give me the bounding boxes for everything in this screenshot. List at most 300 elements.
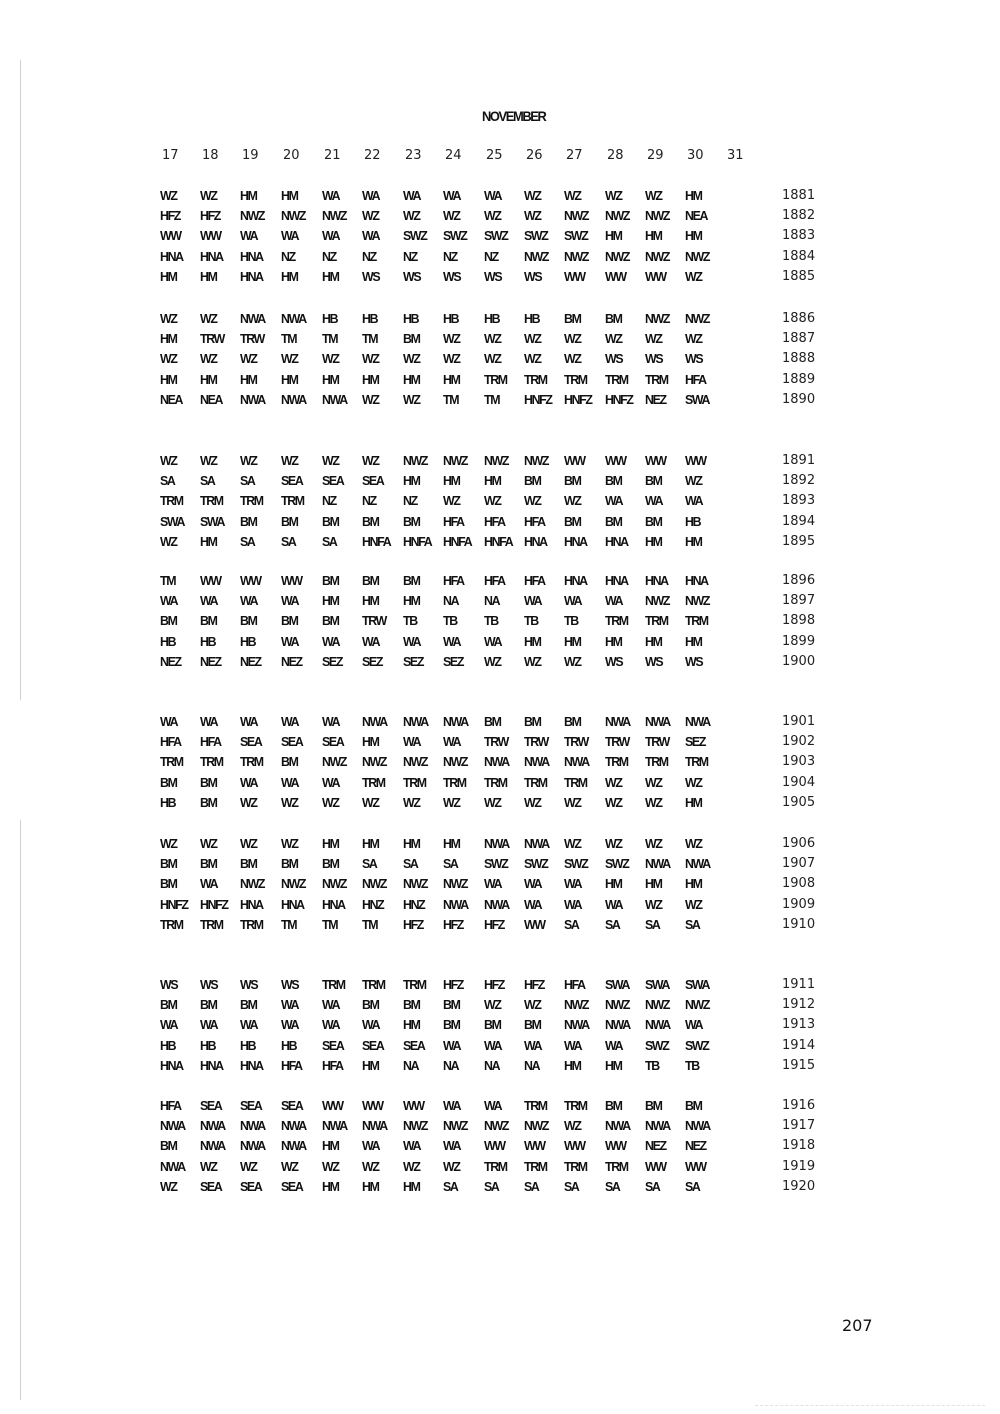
weather-code-cell: WA	[564, 876, 582, 892]
weather-code-cell: NWA	[281, 391, 306, 407]
weather-code-cell: HB	[685, 513, 701, 529]
weather-code-cell: BM	[645, 1098, 662, 1113]
weather-code-cell: TRM	[605, 1158, 628, 1174]
weather-code-cell: TRM	[645, 371, 668, 387]
weather-code-cell: BM	[200, 774, 217, 790]
weather-code-cell: TRM	[524, 1098, 547, 1113]
weather-code-cell: WW	[362, 1098, 383, 1113]
weather-code-cell: NWA	[240, 1138, 265, 1154]
weather-code-cell: WA	[645, 493, 663, 509]
weather-code-cell: WZ	[362, 391, 379, 407]
weather-code-cell: HFZ	[524, 977, 545, 992]
weather-code-cell: NZ	[281, 248, 295, 264]
year-label: 1920	[782, 1178, 816, 1194]
weather-code-cell: HNFZ	[160, 896, 188, 912]
weather-code-cell: WS	[484, 268, 502, 284]
weather-code-cell: NWA	[240, 1118, 265, 1134]
weather-code-cell: NWA	[362, 1118, 387, 1134]
weather-code-cell: WS	[685, 653, 703, 669]
year-row-1905	[0, 795, 1000, 813]
weather-code-cell: HB	[362, 311, 378, 326]
weather-code-cell: SA	[240, 533, 255, 549]
weather-code-cell: WZ	[240, 1158, 257, 1174]
weather-code-cell: WA	[362, 1138, 380, 1154]
year-label: 1916	[782, 1098, 816, 1113]
weather-code-cell: WA	[403, 734, 421, 750]
weather-code-cell: WZ	[443, 1158, 460, 1174]
weather-code-cell: HB	[322, 311, 338, 326]
weather-code-cell: WZ	[160, 453, 177, 468]
year-row-1895	[0, 534, 1000, 552]
weather-code-cell: WA	[362, 1017, 380, 1033]
year-row-1912	[0, 997, 1000, 1015]
weather-code-cell: WA	[281, 1017, 299, 1033]
weather-code-cell: NWA	[322, 1118, 347, 1134]
weather-code-cell: WZ	[605, 774, 622, 790]
weather-code-cell: WA	[200, 876, 218, 892]
weather-code-cell: TRM	[200, 916, 223, 932]
weather-code-cell: BM	[605, 311, 622, 326]
weather-code-cell: WS	[605, 653, 623, 669]
weather-code-cell: NWA	[564, 1017, 589, 1033]
year-label: 1884	[782, 248, 816, 264]
weather-code-cell: BM	[160, 856, 177, 872]
weather-code-cell: WW	[564, 268, 585, 284]
weather-code-cell: WS	[443, 268, 461, 284]
weather-code-cell: WZ	[443, 351, 460, 367]
year-row-1904	[0, 775, 1000, 793]
weather-code-cell: NEZ	[281, 653, 302, 669]
weather-code-cell: WW	[605, 268, 626, 284]
weather-code-cell: BM	[281, 754, 298, 770]
year-row-1886	[0, 311, 1000, 329]
weather-code-cell: NWZ	[443, 876, 468, 892]
weather-code-cell: BM	[160, 876, 177, 892]
weather-code-cell: HM	[403, 593, 420, 609]
weather-code-cell: TRW	[564, 734, 588, 750]
weather-code-cell: TB	[645, 1057, 659, 1073]
weather-code-cell: WW	[685, 1158, 706, 1174]
weather-code-cell: HM	[160, 371, 177, 387]
weather-code-cell: WZ	[685, 836, 702, 851]
weather-code-cell: NWA	[281, 1118, 306, 1134]
weather-code-cell: NWZ	[645, 248, 670, 264]
weather-code-cell: HM	[362, 836, 379, 851]
year-label: 1881	[782, 188, 816, 203]
weather-code-cell: WZ	[240, 836, 257, 851]
weather-code-cell: WZ	[200, 188, 217, 203]
weather-code-cell: HM	[322, 371, 339, 387]
weather-code-cell: HFZ	[200, 208, 221, 224]
weather-code-cell: WZ	[362, 1158, 379, 1174]
weather-code-cell: WZ	[484, 351, 501, 367]
weather-code-cell: WW	[240, 573, 261, 588]
year-label: 1905	[782, 794, 816, 810]
weather-code-cell: HM	[160, 331, 177, 347]
weather-code-cell: SA	[443, 1178, 458, 1194]
weather-code-cell: WZ	[685, 268, 702, 284]
year-label: 1888	[782, 351, 816, 367]
weather-code-cell: HM	[564, 1057, 581, 1073]
weather-code-cell: TRW	[240, 331, 264, 347]
weather-code-cell: NA	[524, 1057, 540, 1073]
weather-code-cell: TRM	[403, 774, 426, 790]
year-row-1898	[0, 613, 1000, 631]
weather-code-cell: WZ	[564, 188, 581, 203]
weather-code-cell: WZ	[564, 493, 581, 509]
weather-code-cell: TRM	[160, 493, 183, 509]
weather-code-cell: SA	[645, 1178, 660, 1194]
weather-code-cell: WA	[685, 493, 703, 509]
weather-code-cell: HFA	[564, 977, 585, 992]
weather-code-cell: WA	[240, 228, 258, 244]
weather-code-cell: NWZ	[524, 453, 549, 468]
weather-code-cell: NZ	[322, 248, 336, 264]
weather-code-cell: WZ	[645, 331, 662, 347]
weather-code-cell: BM	[200, 613, 217, 629]
weather-code-cell: WA	[564, 593, 582, 609]
weather-code-cell: HB	[403, 311, 419, 326]
weather-code-cell: SEZ	[322, 653, 343, 669]
year-row-1916	[0, 1098, 1000, 1116]
weather-code-cell: TRM	[322, 977, 345, 992]
weather-code-cell: HM	[200, 533, 217, 549]
weather-code-cell: HFZ	[484, 916, 505, 932]
year-label: 1889	[782, 371, 816, 387]
weather-code-cell: TRM	[362, 774, 385, 790]
page-number: 207	[842, 1316, 873, 1335]
weather-code-cell: WZ	[605, 188, 622, 203]
weather-code-cell: WA	[281, 633, 299, 649]
weather-code-cell: HNFZ	[564, 391, 592, 407]
weather-code-cell: SWZ	[685, 1037, 709, 1053]
day-header-row	[0, 148, 1000, 168]
weather-code-cell: TB	[443, 613, 457, 629]
weather-code-cell: NEZ	[645, 1138, 666, 1154]
weather-code-cell: SA	[605, 1178, 620, 1194]
weather-code-cell: HNA	[564, 533, 587, 549]
weather-code-cell: SEZ	[403, 653, 424, 669]
year-row-1883	[0, 228, 1000, 246]
year-label: 1886	[782, 311, 816, 326]
weather-code-cell: HB	[160, 633, 176, 649]
weather-code-cell: WZ	[685, 896, 702, 912]
weather-code-cell: NWZ	[403, 1118, 428, 1134]
weather-code-cell: NWZ	[645, 997, 670, 1013]
weather-code-cell: TRM	[160, 754, 183, 770]
weather-code-cell: TRM	[240, 493, 263, 509]
weather-code-cell: NWA	[645, 1118, 670, 1134]
year-label: 1908	[782, 876, 816, 892]
weather-code-cell: SWA	[685, 977, 710, 992]
weather-code-cell: SA	[524, 1178, 539, 1194]
weather-code-cell: HM	[564, 633, 581, 649]
weather-code-cell: WZ	[524, 794, 541, 810]
weather-code-cell: HM	[524, 633, 541, 649]
weather-code-cell: HM	[322, 836, 339, 851]
weather-code-cell: HM	[322, 1138, 339, 1154]
weather-code-cell: WZ	[403, 391, 420, 407]
weather-code-cell: WZ	[484, 493, 501, 509]
weather-code-cell: NA	[484, 1057, 500, 1073]
weather-code-cell: NWA	[645, 714, 670, 729]
weather-code-cell: HFA	[443, 513, 464, 529]
weather-code-cell: WS	[281, 977, 299, 992]
weather-code-cell: WS	[160, 977, 178, 992]
weather-code-cell: HB	[160, 794, 176, 810]
weather-code-cell: WZ	[484, 997, 501, 1013]
year-row-1890	[0, 392, 1000, 410]
day-header-29: 29	[647, 148, 664, 163]
weather-code-cell: WW	[160, 228, 181, 244]
weather-code-cell: SEA	[403, 1037, 425, 1053]
weather-code-cell: WW	[524, 1138, 545, 1154]
weather-code-cell: WZ	[524, 351, 541, 367]
weather-code-cell: BM	[240, 613, 257, 629]
weather-code-cell: SWZ	[524, 228, 548, 244]
weather-code-cell: NZ	[484, 248, 498, 264]
weather-code-cell: HNA	[685, 573, 708, 588]
weather-code-cell: NWZ	[403, 876, 428, 892]
weather-code-cell: BM	[322, 856, 339, 872]
weather-code-cell: SEA	[362, 473, 384, 489]
year-row-1884	[0, 249, 1000, 267]
weather-code-cell: WZ	[443, 208, 460, 224]
weather-code-cell: SWZ	[564, 228, 588, 244]
weather-code-cell: WZ	[281, 351, 298, 367]
weather-code-cell: NWA	[685, 1118, 710, 1134]
weather-code-cell: WZ	[160, 1178, 177, 1194]
year-row-1902	[0, 734, 1000, 752]
weather-code-cell: BM	[645, 473, 662, 489]
weather-code-cell: NZ	[443, 248, 457, 264]
weather-code-cell: WA	[322, 228, 340, 244]
weather-code-cell: HM	[685, 794, 702, 810]
weather-code-cell: WZ	[605, 331, 622, 347]
weather-code-cell: SA	[685, 916, 700, 932]
weather-code-cell: SA	[322, 533, 337, 549]
weather-code-cell: HM	[362, 1178, 379, 1194]
year-label: 1892	[782, 473, 816, 489]
weather-code-cell: HNA	[240, 268, 263, 284]
year-row-1901	[0, 714, 1000, 732]
weather-code-cell: HFZ	[403, 916, 424, 932]
weather-code-cell: HM	[645, 533, 662, 549]
year-label: 1910	[782, 916, 816, 932]
year-row-1888	[0, 351, 1000, 369]
weather-code-cell: NZ	[362, 248, 376, 264]
weather-code-cell: HB	[484, 311, 500, 326]
weather-code-cell: SA	[200, 473, 215, 489]
weather-code-cell: BM	[362, 997, 379, 1013]
weather-code-cell: TRM	[362, 977, 385, 992]
year-label: 1913	[782, 1017, 816, 1033]
weather-code-cell: WS	[645, 351, 663, 367]
weather-code-cell: BM	[240, 513, 257, 529]
weather-code-cell: WZ	[160, 188, 177, 203]
weather-code-cell: SWA	[685, 391, 710, 407]
weather-code-cell: SEZ	[443, 653, 464, 669]
weather-code-cell: HM	[403, 836, 420, 851]
weather-code-cell: WZ	[322, 351, 339, 367]
weather-code-cell: WA	[322, 997, 340, 1013]
weather-code-cell: TRM	[443, 774, 466, 790]
weather-code-cell: SEA	[322, 1037, 344, 1053]
weather-code-cell: WZ	[645, 896, 662, 912]
weather-code-cell: BM	[685, 1098, 702, 1113]
weather-code-cell: WA	[240, 1017, 258, 1033]
year-label: 1900	[782, 653, 816, 669]
day-header-22: 22	[364, 148, 381, 163]
year-label: 1911	[782, 977, 816, 992]
year-label: 1885	[782, 268, 816, 284]
weather-code-cell: TM	[362, 331, 378, 347]
weather-code-cell: BM	[564, 311, 581, 326]
year-row-1909	[0, 897, 1000, 915]
weather-code-cell: SEA	[200, 1178, 222, 1194]
weather-code-cell: NEZ	[645, 391, 666, 407]
weather-code-cell: HNA	[605, 573, 628, 588]
day-header-23: 23	[405, 148, 422, 163]
weather-code-cell: TRM	[281, 493, 304, 509]
weather-code-cell: HNZ	[362, 896, 384, 912]
year-row-1920	[0, 1179, 1000, 1197]
weather-code-cell: TM	[443, 391, 459, 407]
weather-code-cell: NWA	[605, 714, 630, 729]
year-label: 1909	[782, 896, 816, 912]
weather-code-cell: HM	[362, 734, 379, 750]
weather-code-cell: TM	[322, 331, 338, 347]
weather-code-cell: HNA	[281, 896, 304, 912]
year-label: 1898	[782, 613, 816, 629]
weather-code-cell: NWA	[281, 311, 306, 326]
weather-code-cell: HNA	[605, 533, 628, 549]
weather-code-cell: SWZ	[484, 856, 508, 872]
weather-code-cell: NWZ	[645, 593, 670, 609]
year-label: 1896	[782, 573, 816, 588]
weather-code-cell: HNFZ	[605, 391, 633, 407]
year-row-1894	[0, 514, 1000, 532]
weather-code-cell: SEZ	[362, 653, 383, 669]
year-row-1887	[0, 331, 1000, 349]
weather-code-cell: WZ	[564, 331, 581, 347]
weather-code-cell: TRM	[564, 371, 587, 387]
weather-code-cell: SWZ	[524, 856, 548, 872]
day-header-20: 20	[283, 148, 300, 163]
weather-code-cell: WA	[564, 1037, 582, 1053]
weather-code-cell: HFZ	[160, 208, 181, 224]
weather-code-cell: BM	[200, 794, 217, 810]
weather-code-cell: HNA	[160, 248, 183, 264]
weather-code-cell: WZ	[160, 533, 177, 549]
weather-code-cell: HFA	[524, 513, 545, 529]
weather-code-cell: WA	[403, 188, 421, 203]
weather-code-cell: SWA	[200, 513, 225, 529]
weather-code-cell: NWZ	[362, 754, 387, 770]
weather-code-cell: SWZ	[564, 856, 588, 872]
weather-code-cell: BM	[403, 997, 420, 1013]
weather-code-cell: HFA	[484, 513, 505, 529]
weather-code-cell: SEA	[240, 734, 262, 750]
weather-code-cell: TRM	[160, 916, 183, 932]
weather-code-cell: WZ	[685, 774, 702, 790]
weather-code-cell: WZ	[484, 794, 501, 810]
year-row-1889	[0, 372, 1000, 390]
weather-code-cell: WZ	[564, 836, 581, 851]
weather-code-cell: NWA	[484, 836, 509, 851]
weather-code-cell: NWA	[685, 856, 710, 872]
day-header-24: 24	[445, 148, 462, 163]
weather-code-cell: HM	[484, 473, 501, 489]
weather-code-cell: HFA	[160, 1098, 181, 1113]
year-label: 1893	[782, 493, 816, 509]
weather-code-cell: NWA	[362, 714, 387, 729]
weather-code-cell: WA	[160, 1017, 178, 1033]
weather-code-cell: NWA	[443, 896, 468, 912]
weather-code-cell: WA	[160, 593, 178, 609]
weather-code-cell: BM	[524, 473, 541, 489]
weather-code-cell: HFA	[443, 573, 464, 588]
weather-code-cell: NWZ	[685, 311, 710, 326]
weather-code-cell: SEA	[281, 1178, 303, 1194]
weather-code-cell: SEA	[240, 1178, 262, 1194]
weather-code-cell: BM	[160, 1138, 177, 1154]
weather-code-cell: WZ	[200, 453, 217, 468]
day-header-19: 19	[242, 148, 259, 163]
weather-code-cell: WA	[605, 1037, 623, 1053]
year-row-1896	[0, 573, 1000, 591]
weather-code-cell: WA	[443, 1138, 461, 1154]
weather-code-cell: WA	[484, 1098, 502, 1113]
weather-code-cell: SWA	[605, 977, 630, 992]
weather-code-cell: NWA	[605, 1017, 630, 1033]
weather-code-cell: HM	[322, 1178, 339, 1194]
weather-code-cell: NWZ	[443, 1118, 468, 1134]
year-row-1881	[0, 188, 1000, 206]
weather-code-cell: NWZ	[281, 876, 306, 892]
weather-code-cell: NA	[484, 593, 500, 609]
weather-code-cell: BM	[564, 513, 581, 529]
day-header-25: 25	[486, 148, 503, 163]
weather-code-cell: WZ	[645, 188, 662, 203]
weather-code-cell: WZ	[362, 453, 379, 468]
weather-code-cell: NZ	[403, 248, 417, 264]
weather-code-cell: HM	[605, 228, 622, 244]
weather-code-cell: WA	[200, 1017, 218, 1033]
weather-code-cell: HM	[645, 633, 662, 649]
weather-code-cell: WZ	[443, 493, 460, 509]
weather-code-cell: WZ	[160, 836, 177, 851]
weather-code-cell: TRW	[200, 331, 224, 347]
weather-code-cell: TB	[685, 1057, 699, 1073]
weather-code-cell: NA	[443, 593, 459, 609]
weather-code-cell: NWZ	[443, 453, 468, 468]
weather-code-cell: TRM	[484, 371, 507, 387]
year-label: 1906	[782, 836, 816, 851]
weather-code-cell: WA	[605, 896, 623, 912]
year-row-1903	[0, 754, 1000, 772]
weather-code-cell: HM	[645, 876, 662, 892]
weather-code-cell: WW	[645, 1158, 666, 1174]
day-header-26: 26	[526, 148, 543, 163]
page-title: NOVEMBER	[482, 108, 546, 124]
weather-code-cell: WW	[645, 268, 666, 284]
weather-code-cell: HM	[403, 473, 420, 489]
weather-code-cell: WW	[281, 573, 302, 588]
weather-code-cell: NWA	[524, 754, 549, 770]
weather-code-cell: WA	[322, 774, 340, 790]
weather-code-cell: WA	[281, 714, 299, 729]
